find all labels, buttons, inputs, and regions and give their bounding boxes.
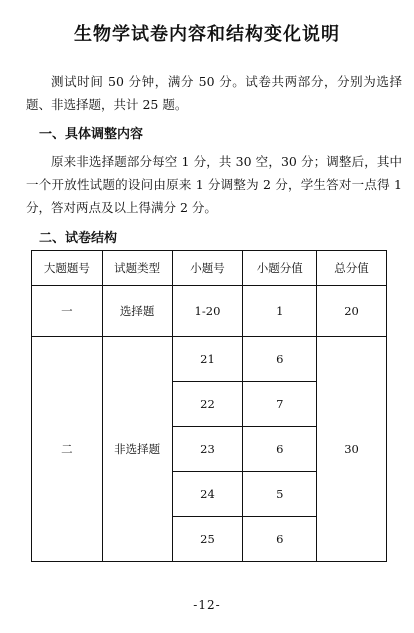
section-1-heading: 一、具体调整内容 [39,127,144,142]
section-2-heading: 二、试卷结构 [39,231,118,246]
part2-item-score: 6 [243,337,317,382]
part2-total: 30 [317,337,387,562]
part1-total: 20 [317,286,387,337]
part2-item-score: 6 [243,517,317,562]
part2-item: 23 [172,427,243,472]
page-number: -12- [193,598,221,612]
table-row [32,337,387,382]
header-part-number: 大题题号 [32,251,103,286]
section-1-paragraph: 原来非选择题部分每空 1 分，共 30 空，30 分；调整后，其中一个开放性试题的设问由原来 1 分调整为 2 分，学生答对一点得 1 分，答对两点及以上得满分 2 分。 [26,154,402,215]
part1-type: 选择题 [102,286,172,337]
part2-item-score: 6 [243,427,317,472]
table-header-row [32,251,387,286]
part2-item-score: 5 [243,472,317,517]
part1-number: 一 [32,286,103,337]
header-item-score: 小题分值 [243,251,317,286]
part1-item-score: 1 [243,286,317,337]
part1-items: 1-20 [172,286,243,337]
table-row [32,286,387,337]
part2-item: 21 [172,337,243,382]
header-item-number: 小题号 [172,251,243,286]
page-title: 生物学试卷内容和结构变化说明 [74,24,340,45]
part2-item-score: 7 [243,382,317,427]
part2-type: 非选择题 [102,337,172,562]
header-question-type: 试题类型 [102,251,172,286]
header-total-score: 总分值 [317,251,387,286]
exam-structure-table [31,250,387,562]
part2-item: 24 [172,472,243,517]
intro-paragraph: 测试时间 50 分钟，满分 50 分。试卷共两部分，分别为选择题、非选择题，共计 25 题。 [26,74,402,112]
part2-item: 25 [172,517,243,562]
part2-item: 22 [172,382,243,427]
part2-number: 二 [32,337,103,562]
